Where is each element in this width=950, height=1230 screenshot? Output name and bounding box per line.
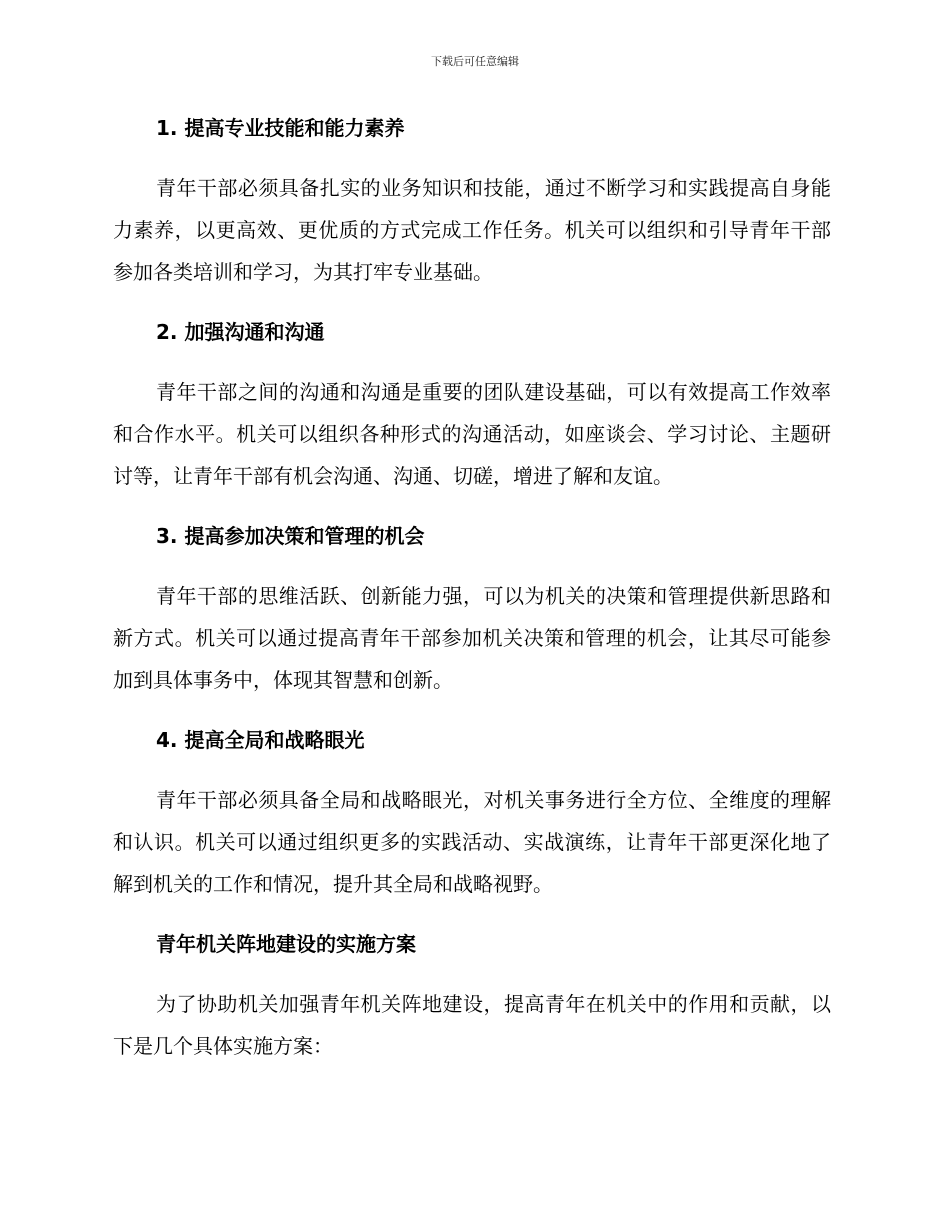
section-paragraph: 青年干部必须具备全局和战略眼光，对机关事务进行全方位、全维度的理解和认识。机关可以通过组织更多的实践活动、实战演练，让青年干部更深化地了解到机关的工作和情况，提升其全局和战略视野。 xyxy=(113,788,831,896)
section-heading: 1. 提高专业技能和能力素养 xyxy=(156,116,405,140)
section-paragraph: 为了协助机关加强青年机关阵地建设，提高青年在机关中的作用和贡献，以下是几个具体实施方案： xyxy=(113,992,831,1058)
section-paragraph: 青年干部必须具备扎实的业务知识和技能，通过不断学习和实践提高自身能力素养，以更高效、更优质的方式完成工作任务。机关可以组织和引导青年干部参加各类培训和学习，为其打牢专业基础。 xyxy=(113,176,831,284)
section-2 xyxy=(113,316,831,497)
section-heading: 2. 加强沟通和沟通 xyxy=(156,320,325,344)
section-paragraph: 青年干部的思维活跃、创新能力强，可以为机关的决策和管理提供新思路和新方式。机关可以通过提高青年干部参加机关决策和管理的机会，让其尽可能参加到具体事务中，体现其智慧和创新。 xyxy=(113,584,831,692)
header-note: 下载后可任意编辑 xyxy=(431,55,519,68)
section-4 xyxy=(113,724,831,905)
section-3 xyxy=(113,520,831,701)
section-heading: 3. 提高参加决策和管理的机会 xyxy=(156,524,425,548)
section-heading: 4. 提高全局和战略眼光 xyxy=(156,728,365,752)
section-5 xyxy=(113,928,831,1067)
section-heading: 青年机关阵地建设的实施方案 xyxy=(156,932,416,956)
document-body xyxy=(113,112,831,1067)
section-1 xyxy=(113,112,831,293)
section-paragraph: 青年干部之间的沟通和沟通是重要的团队建设基础，可以有效提高工作效率和合作水平。机关可以组织各种形式的沟通活动，如座谈会、学习讨论、主题研讨等，让青年干部有机会沟通、沟通、切磋，增进了解和友谊。 xyxy=(113,380,831,488)
